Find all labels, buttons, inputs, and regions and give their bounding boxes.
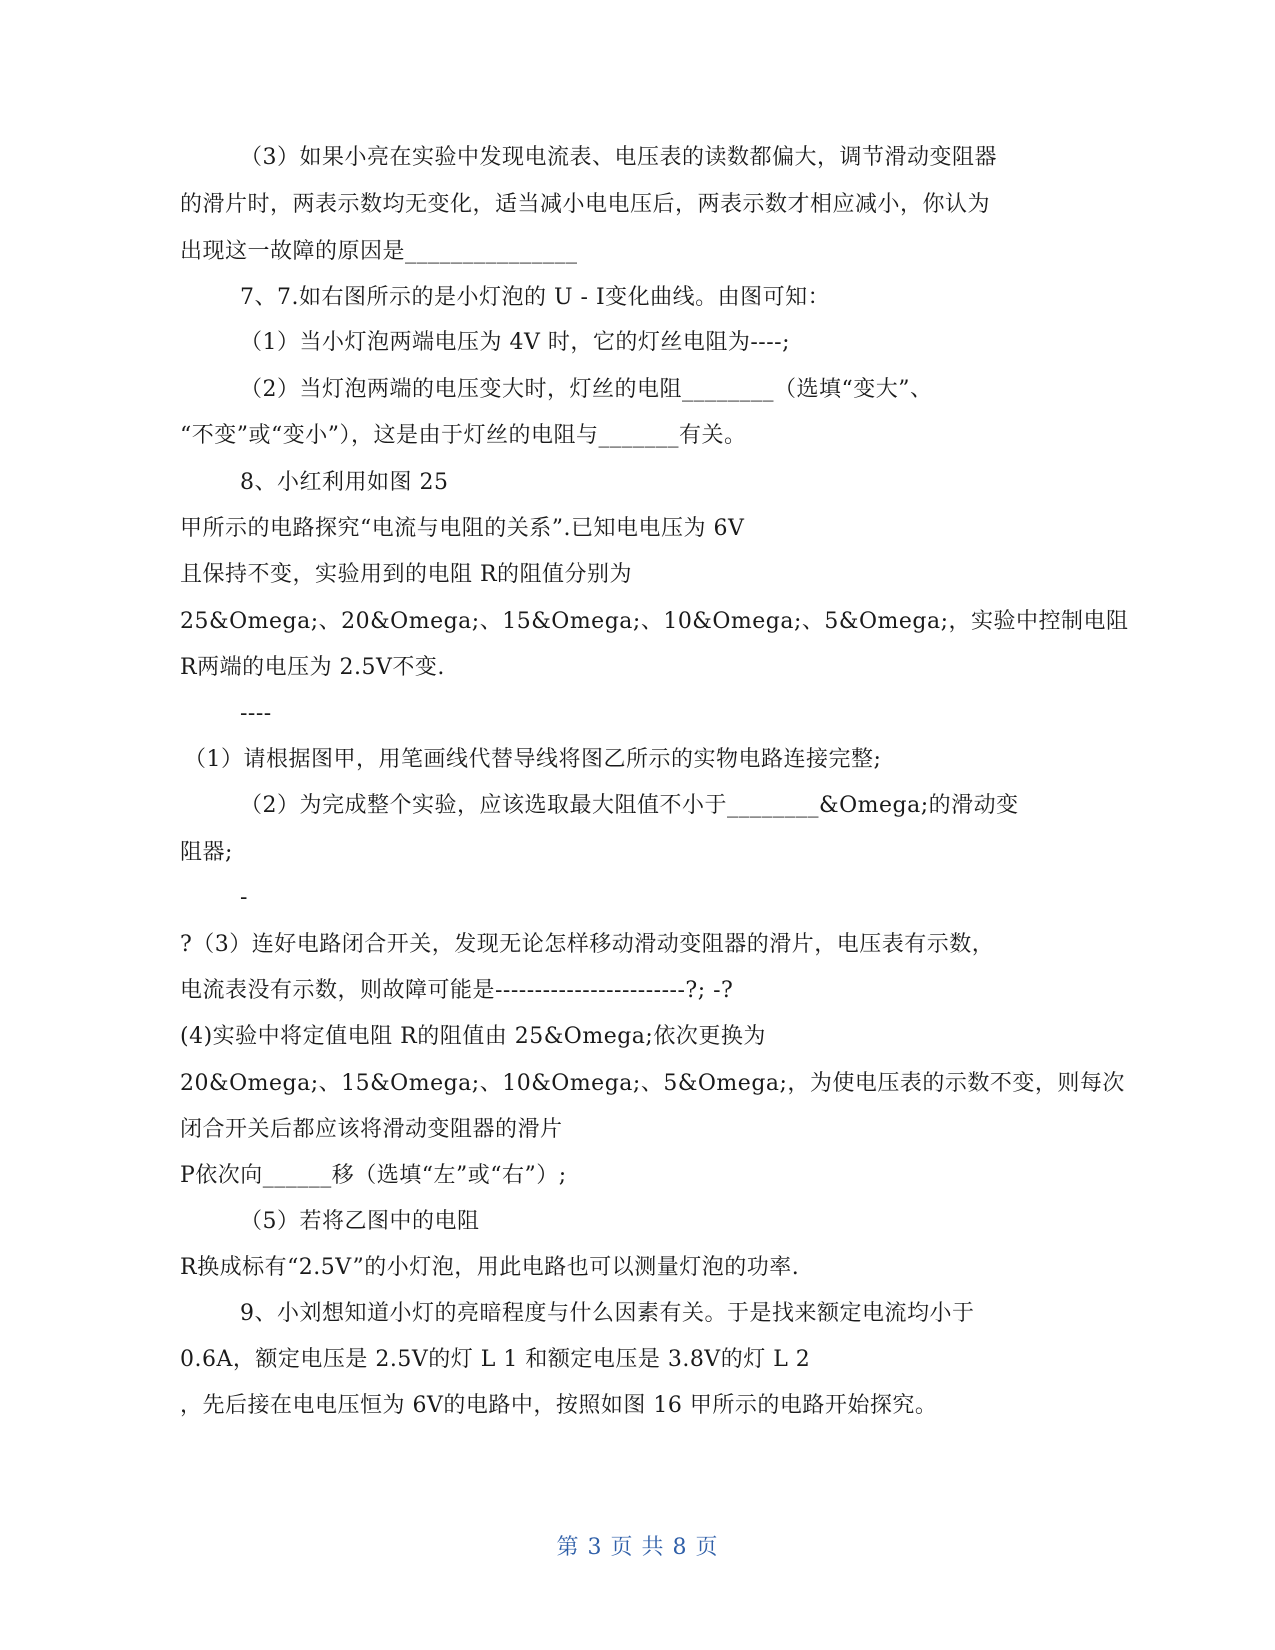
text-line-28: ，先后接在电电压恒为 6V的电路中，按照如图 16 甲所示的电路开始探究。 xyxy=(180,1393,938,1418)
text-line-7: “不变”或“变小”），这是由于灯丝的电阻与_______有关。 xyxy=(180,423,747,448)
text-line-3: 出现这一故障的原因是_______________ xyxy=(180,239,578,264)
text-line-21: 20&Omega;、15&Omega;、10&Omega;、5&Omega;，为使电压表的示数不变，则每次 xyxy=(180,1071,1125,1096)
separator-dash: - xyxy=(240,885,248,910)
text-line-9: 甲所示的电路探究“电流与电阻的关系”.已知电电压为 6V xyxy=(180,516,745,541)
question-8-heading: 8、小红利用如图 25 xyxy=(240,470,449,495)
question-7-heading: 7、7.如右图所示的是小灯泡的 U - I变化曲线。由图可知： xyxy=(240,285,831,310)
question-8-part-5: （5）若将乙图中的电阻 xyxy=(240,1209,480,1234)
text-line-11: 25&Omega;、20&Omega;、15&Omega;、10&Omega;、5&Omega;，实验中控制电阻 xyxy=(180,609,1129,634)
text-line-16: 阻器; xyxy=(180,840,233,865)
text-line-1: （3）如果小亮在实验中发现电流表、电压表的读数都偏大，调节滑动变阻器 xyxy=(240,145,997,170)
text-line-10: 且保持不变，实验用到的电阻 R的阻值分别为 xyxy=(180,562,633,587)
text-line-23: P依次向______移（选填“左”或“右”）; xyxy=(180,1163,567,1188)
question-9-heading: 9、小刘想知道小灯的亮暗程度与什么因素有关。于是找来额定电流均小于 xyxy=(240,1301,975,1326)
question-8-part-2: （2）为完成整个实验，应该选取最大阻值不小于________&Omega;的滑动变 xyxy=(240,793,1019,818)
text-line-22: 闭合开关后都应该将滑动变阻器的滑片 xyxy=(180,1117,563,1142)
text-line-19: 电流表没有示数，则故障可能是------------------------?; -? xyxy=(180,978,734,1003)
question-8-part-4: (4)实验中将定值电阻 R的阻值由 25&Omega;依次更换为 xyxy=(180,1024,766,1049)
text-line-12: R两端的电压为 2.5V不变. xyxy=(180,655,445,680)
question-7-part-1: （1）当小灯泡两端电压为 4V 时，它的灯丝电阻为----; xyxy=(240,330,791,355)
question-8-part-1: （1）请根据图甲，用笔画线代替导线将图乙所示的实物电路连接完整; xyxy=(184,747,882,772)
separator-dashes: ---- xyxy=(240,701,272,726)
text-line-25: R换成标有“2.5V”的小灯泡，用此电路也可以测量灯泡的功率. xyxy=(180,1255,800,1280)
text-line-27: 0.6A，额定电压是 2.5V的灯 L 1 和额定电压是 3.8V的灯 L 2 xyxy=(180,1347,811,1372)
question-8-part-3: ?（3）连好电路闭合开关，发现无论怎样移动滑动变阻器的滑片，电压表有示数， xyxy=(180,932,995,957)
question-7-part-2: （2）当灯泡两端的电压变大时，灯丝的电阻________（选填“变大”、 xyxy=(240,377,933,402)
text-line-2: 的滑片时，两表示数均无变化，适当减小电电压后，两表示数才相应减小，你认为 xyxy=(180,192,991,217)
page-number-footer: 第 3 页 共 8 页 xyxy=(556,1535,719,1560)
